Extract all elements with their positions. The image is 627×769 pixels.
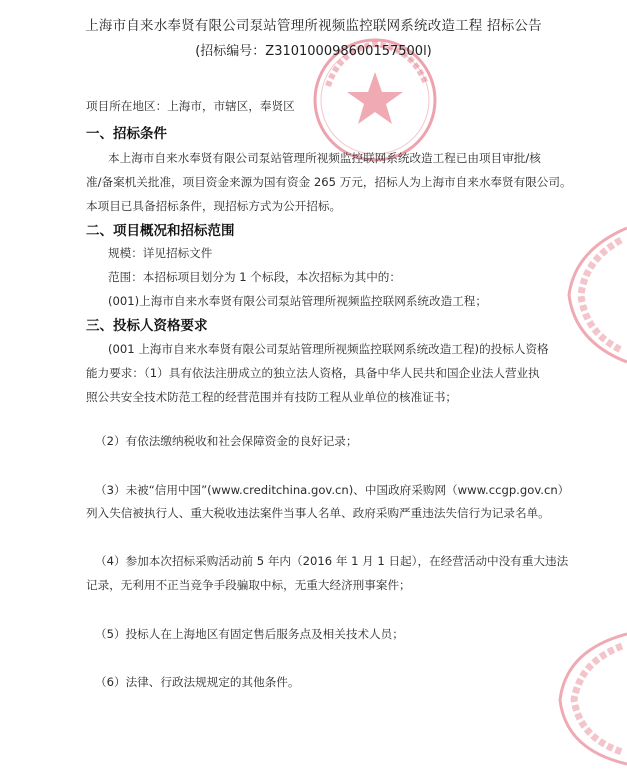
qualification-3-line-1: （3）未被“信用中国”(www.creditchina.gov.cn)、中国政府采购网（www.ccgp.gov.cn） [95,483,570,497]
section-heading-bidder-qualifications: 三、投标人资格要求 [86,318,208,334]
project-lot: (001)上海市自来水奉贤有限公司泵站管理所视频监控联网系统改造工程； [108,294,487,308]
official-seal-bottom-right [548,628,627,769]
project-scope: 范围：本招标项目划分为 1 个标段，本次招标为其中的： [108,270,401,284]
qualification-1-line-1: (001 上海市自来水奉贤有限公司泵站管理所视频监控联网系统改造工程)的投标人资格 [108,342,549,356]
qualification-2: （2）有依法缴纳税收和社会保障资金的良好记录； [95,434,358,448]
qualification-4-line-1: （4）参加本次招标采购活动前 5 年内（2016 年 1 月 1 日起），在经营活动中没有重大违法 [95,554,569,568]
qualification-4-line-2: 记录，无利用不正当竞争手段骗取中标，无重大经济刑事案件； [86,578,411,592]
qualification-1-line-3: 照公共安全技术防范工程的经营范围并有技防工程从业单位的核准证书； [86,390,458,404]
qualification-3-line-2: 列入失信被执行人、重大税收违法案件当事人名单、政府采购严重违法失信行为记录名单。 [86,506,550,520]
announcement-title: 上海市自来水奉贤有限公司泵站管理所视频监控联网系统改造工程 招标公告 [85,18,542,34]
tender-conditions-line-2: 准/备案机关批准，项目资金来源为国有资金 265 万元，招标人为上海市自来水奉贤有限公司。 [86,175,572,189]
qualification-5: （5）投标人在上海地区有固定售后服务点及相关技术人员； [95,627,404,641]
section-heading-project-overview: 二、项目概况和招标范围 [86,223,235,239]
tender-conditions-line-1: 本上海市自来水奉贤有限公司泵站管理所视频监控联网系统改造工程已由项目审批/核 [108,151,541,165]
project-scale: 规模：详见招标文件 [108,246,213,260]
section-heading-tender-conditions: 一、招标条件 [86,126,167,142]
official-seal-right [555,220,627,370]
qualification-6: （6）法律、行政法规规定的其他条件。 [95,675,300,689]
qualification-1-line-2: 能力要求：（1）具有依法注册成立的独立法人资格，具备中华人民共和国企业法人营业执 [86,366,540,380]
project-location: 项目所在地区：上海市，市辖区，奉贤区 [86,99,295,113]
tender-conditions-line-3: 本项目已具备招标条件，现招标方式为公开招标。 [86,199,342,213]
tender-number: (招标编号：Z310100098600157500l) [195,44,432,59]
